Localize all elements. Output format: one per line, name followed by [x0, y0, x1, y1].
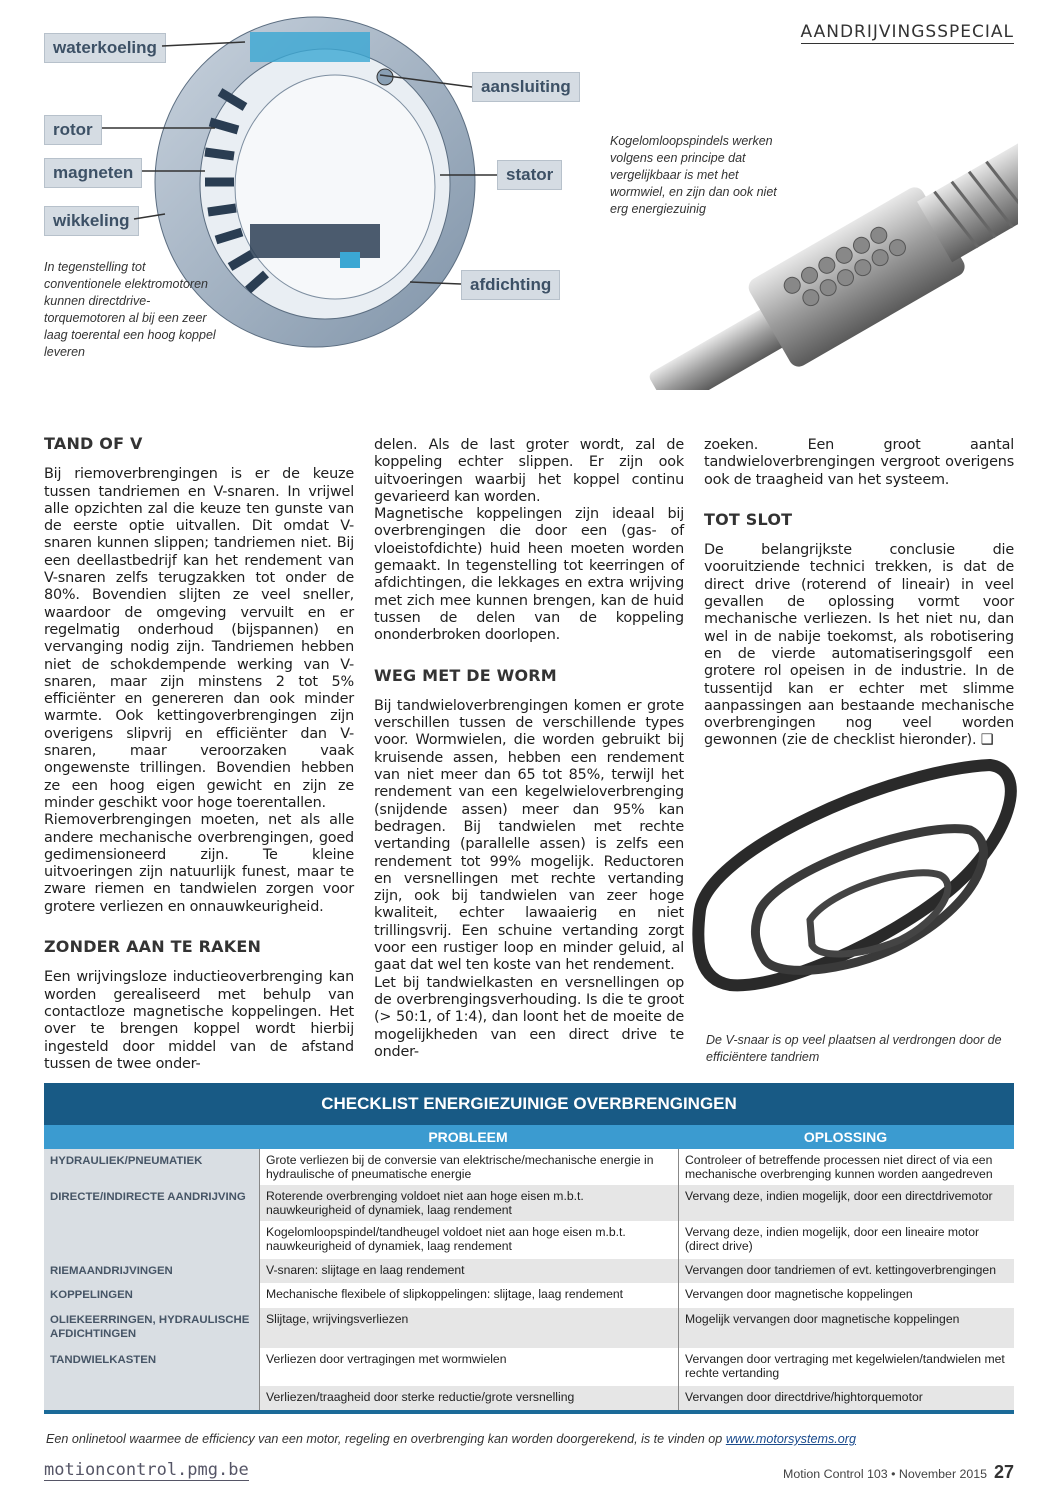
section-tag: AANDRIJVINGSSPECIAL — [800, 22, 1014, 42]
table-row — [44, 1185, 1014, 1221]
checklist-header — [44, 1125, 1014, 1149]
col2-paragraph-1: delen. Als de last groter wordt, zal de koppeling echter slippen. Er zijn ook uitvoeringen waarbij het koppel continu gevarieerd kan worden. — [374, 437, 684, 505]
row-oplossing: Controleer of betreffende processen niet direct of via een mechanische overbrenging kunnen worden aangedreven — [678, 1149, 1014, 1185]
checklist-title: CHECKLIST ENERGIEZUINIGE OVERBRENGINGEN — [44, 1083, 1014, 1125]
table-row — [44, 1259, 1014, 1283]
checklist-header-category — [44, 1125, 259, 1149]
row-probleem: Slijtage, wrijvingsverliezen — [259, 1308, 678, 1348]
figure1-caption: In tegenstelling tot conventionele elektromotoren kunnen directdrive-torquemotoren al bij een zeer laag toerental een hoog koppel leveren — [44, 260, 216, 359]
heading-tot-slot: TOT SLOT — [704, 509, 793, 529]
callout-rotor: rotor — [44, 115, 102, 145]
footer-note — [46, 1432, 856, 1446]
col1-paragraph-3: Een wrijvingsloze inductieoverbrenging kan worden gerealiseerd met behulp van contactloze magnetische koppelingen. Het over te brengen koppel wordt hierbij ingesteld door middel van de afstand tussen de twee onder- — [44, 969, 354, 1072]
row-oplossing: Mogelijk vervangen door magnetische koppelingen — [678, 1308, 1014, 1348]
column-1 — [44, 435, 354, 1073]
belts-illustration — [690, 750, 1020, 1020]
col2-paragraph-3: Bij tandwieloverbrengingen komen er grote verschillen tussen de verschillende types voor. Wormwielen, die worden gebruikt bij kruisende assen, hebben een rendement van niet meer dan 65 tot 85%, terwijl het rendement van een kegelwieloverbrenging (snijdende assen) meer dan 95% kan bedragen. Bij tandwielen met rechte vertanding (parallelle assen) is zelfs een rendement tot 99% mogelijk. Reductoren en versnellingen met rechte vertanding zijn, ook bij tandwielen van zeer hoge kwaliteit, echter lawaaierig en niet trillingsvrij. Een schuine vertanding zorgt voor een rustiger loop en minder geluid, al gaat dat wel ten koste van het rendement. — [374, 697, 684, 974]
figure3-caption: De V-snaar is op veel plaatsen al verdrongen door de efficiëntere tandriem — [706, 1033, 1002, 1064]
row-oplossing: Vervangen door tandriemen of evt. kettingoverbrengingen — [678, 1259, 1014, 1283]
page-number: 27 — [993, 1462, 1014, 1482]
motorsystems-link[interactable]: www.motorsystems.org — [725, 1432, 856, 1446]
table-row — [44, 1221, 1014, 1259]
ballscrew-figure — [618, 70, 1018, 390]
column-2 — [374, 437, 684, 1061]
row-category: OLIEKEERRINGEN, HYDRAULISCHE AFDICHTINGEN — [44, 1308, 259, 1348]
row-probleem: Mechanische flexibele of slipkoppelingen: slijtage, laag rendement — [259, 1283, 678, 1308]
checklist-header-probleem: PROBLEEM — [428, 1129, 508, 1145]
col2-paragraph-4: Let bij tandwielkasten en versnellingen op de overbrengingsverhouding. Is die te groot (> 50:1, of 1:4), dan loont het de moeite de mogelijkheden van een direct drive te onder- — [374, 974, 684, 1060]
col3-paragraph-2: De belangrijkste conclusie die vooruitziende technici trekken, is dat de direct drive (roterend of lineair) in veel gevallen de oplossing vormt voor mechanische verliezen. Is het niet nu, dan wel in de nabije toekomst, als robotisering en de vierde automatiseringsgolf een grotere rol opeisen in de industrie. In de tussentijd kan er echter met slimme aanpassingen aan bestaande mechanische overbrengingen nog veel worden gewonnen (zie de checklist hieronder). ❑ — [704, 542, 1014, 749]
row-category: HYDRAULIEK/PNEUMATIEK — [44, 1149, 259, 1185]
row-category: TANDWIELKASTEN — [44, 1348, 259, 1386]
row-probleem: Roterende overbrenging voldoet niet aan hoge eisen m.b.t. nauwkeurigheid of dynamiek, laag rendement — [259, 1185, 678, 1221]
col1-paragraph-1: Bij riemoverbrengingen is er de keuze tussen tandriemen en V-snaren. In vrijwel alle opzichten zal die keuze ten gunste van de eerste optie uitvallen. Dit omdat V-snaren kunnen slippen; tandriemen niet. Bij een deellastbedrijf kan het rendement van V-snaren zelfs terugzakken tot onder de 80%. Bovendien slijten ze veel sneller, waardoor de omgeving vervuilt en er regelmatig onderhoud (bijspannen) en vervanging nodig zijn. Tandriemen hebben niet de schokdempende werking van V-snaren, maar zijn minstens 2 tot 5% efficiënter en genereren dan ook minder warmte. Ook kettingoverbrengingen zijn overigens slipvrij en efficiënter dan V-snaren, maar veroorzaken vaak ongewenste trillingen. Bovendien hebben ze een hoog eigen gewicht en zijn ze minder geschikt voor hoge toerentallen. — [44, 466, 354, 811]
row-category: RIEMAANDRIJVINGEN — [44, 1259, 259, 1283]
heading-weg-met-de-worm: WEG MET DE WORM — [374, 665, 557, 685]
col3-paragraph-1: zoeken. Een groot aantal tandwieloverbrengingen vergroot overigens ook de traagheid van het systeem. — [704, 437, 1014, 488]
footer-note-text: Een onlinetool waarmee de efficiency van een motor, regeling en overbrenging kan worden doorgerekend, is te vinden op — [46, 1432, 726, 1446]
callout-leader-lines — [0, 0, 600, 300]
callout-wikkeling: wikkeling — [44, 206, 139, 236]
row-oplossing: Vervangen door magnetische koppelingen — [678, 1283, 1014, 1308]
row-probleem: Verliezen/traagheid door sterke reductie/grote versnelling — [259, 1386, 678, 1410]
heading-tand-of-v: TAND OF V — [44, 434, 143, 453]
row-probleem: Kogelomloopspindel/tandheugel voldoet niet aan hoge eisen m.b.t. nauwkeurigheid of dynamiek, laag rendement — [259, 1221, 678, 1259]
row-category: DIRECTE/INDIRECTE AANDRIJVING — [44, 1185, 259, 1221]
row-oplossing: Vervangen door directdrive/hightorquemotor — [678, 1386, 1014, 1410]
checklist-header-oplossing: OPLOSSING — [803, 1129, 888, 1145]
page-footer — [783, 1462, 1014, 1483]
table-row — [44, 1386, 1014, 1410]
row-probleem: V-snaren: slijtage en laag rendement — [259, 1259, 678, 1283]
col2-paragraph-2: Magnetische koppelingen zijn ideaal bij overbrengingen die door een (gas- of vloeistofdichte) huid heen moeten worden gemaakt. In tegenstelling tot keerringen of afdichtingen, die lekkages en extra wrijving met zich mee kunnen brengen, kan de huid tussen de delen van de koppeling ononderbroken doorlopen. — [374, 506, 684, 644]
row-oplossing: Vervang deze, indien mogelijk, door een lineaire motor (direct drive) — [678, 1221, 1014, 1259]
heading-zonder-aan-te-raken: ZONDER AAN TE RAKEN — [44, 937, 262, 957]
row-category: KOPPELINGEN — [44, 1283, 259, 1308]
table-row — [44, 1283, 1014, 1308]
belts-figure — [690, 750, 1020, 1020]
site-url[interactable]: motioncontrol.pmg.be — [44, 1460, 249, 1480]
callout-aansluiting: aansluiting — [472, 72, 580, 102]
table-row — [44, 1348, 1014, 1386]
column-3 — [704, 437, 1014, 750]
table-row — [44, 1149, 1014, 1185]
col1-paragraph-2: Riemoverbrengingen moeten, net als alle andere mechanische overbrengingen, goed gedimensioneerd zijn. Te kleine uitvoeringen zijn natuurlijk funest, maar te zware riemen en tandwielen zorgen voor grotere verliezen en onnauwkeurigheid. — [44, 812, 354, 915]
callout-waterkoeling: waterkoeling — [44, 33, 166, 63]
row-category — [44, 1386, 259, 1410]
ballscrew-illustration — [618, 70, 1018, 390]
row-probleem: Verliezen door vertragingen met wormwielen — [259, 1348, 678, 1386]
callout-magneten: magneten — [44, 158, 142, 188]
table-row — [44, 1308, 1014, 1348]
checklist-table — [44, 1083, 1014, 1414]
row-category — [44, 1221, 259, 1259]
callout-stator: stator — [497, 160, 562, 190]
callout-afdichting: afdichting — [461, 270, 560, 300]
figure2-caption: Kogelomloopspindels werken volgens een principe dat vergelijkbaar is met het wormwiel, en zijn dan ook niet erg energiezuinig — [610, 134, 777, 216]
issue-info: Motion Control 103 • November 2015 — [783, 1467, 988, 1481]
row-oplossing: Vervang deze, indien mogelijk, door een directdrivemotor — [678, 1185, 1014, 1221]
row-oplossing: Vervangen door vertraging met kegelwielen/tandwielen met rechte vertanding — [678, 1348, 1014, 1386]
row-probleem: Grote verliezen bij de conversie van elektrische/mechanische energie in hydraulische of pneumatische energie — [259, 1149, 678, 1185]
